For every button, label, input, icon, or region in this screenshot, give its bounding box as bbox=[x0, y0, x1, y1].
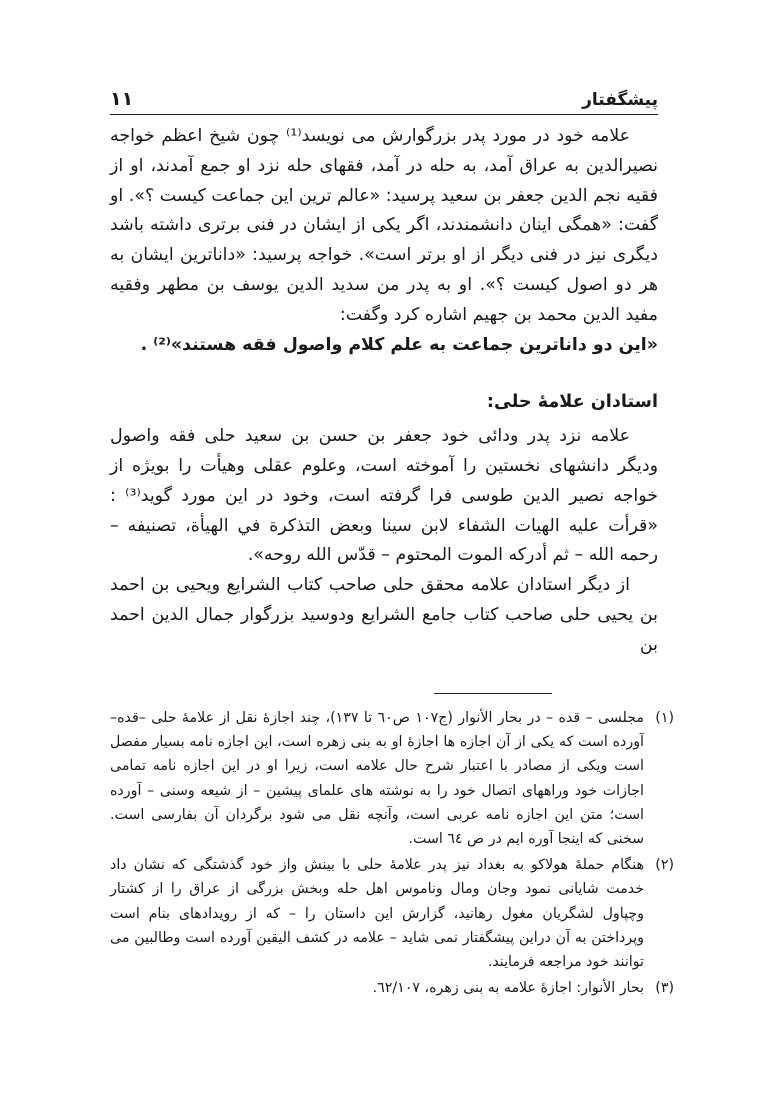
footnote-text: بحار الأنوار: اجازهٔ علامه به بنی زهره، ٦٢/١٠٧. bbox=[372, 980, 644, 997]
paragraph: از دیگر استادان علامه محقق حلی صاحب کتاب الشرایع ویحیی بن احمد بن یحیی حلی صاحب کتاب جامع الشرایع ودوسید بزرگوار جمال الدین احمد بن bbox=[110, 575, 658, 655]
footnote-number: (٣) bbox=[655, 980, 674, 997]
footnote-text: مجلسی – قده – در بحار الأنوار (ج١٠٧ ص٦٠ تا ١٣٧)، چند اجازهٔ نقل از علامهٔ حلی –قده– آورده است که یکی از آن اجازه ها اجازهٔ او به بنی زهره است، این اجازه نامه بسیار مفصل است ویکی از مصادر با اعتبار شرح حال علامه است، زیرا او در این اجازه نامه تمامی اجازات خود وراههای اتصال خود را به نوشته های علمای پیشین – از شیعه وسنی – آورده است؛ متن این اجازه نامه عربی است، وآنچه نقل می شود برگردان آن بفارسی است. سخنی که اینجا آوره ایم در ص ٦٤ است. bbox=[110, 710, 644, 848]
page-number: ١١ bbox=[110, 88, 134, 110]
footnote-text: هنگام حملهٔ هولاکو به بغداد نیز پدر علامهٔ حلی با بینش واز خود گذشتگی که نشان داد خدمت شایانی نمود وجان ومال وناموس اهل حله وبخش بزرگی از عراق را از کشتار وچپاول لشگریان مغول رهانید، گزارش این داستان را – که از رویدادهای بنام است وپرداختن به آن دراین پیشگفتار نمی شاید – علامه در کشف الیقین آورده است وطالبین می توانند خود مراجعه فرمایند. bbox=[110, 857, 644, 971]
paragraph: علامه خود در مورد پدر بزرگوارش می نویسد⁽¹⁾ چون شیخ اعظم خواجه نصیرالدین به عراق آمد، به حله در آمد، فقهای حله نزد او جمع آمدند، او از فقیه نجم الدین جعفر بن سعید پرسید: «عالم ترین این جماعت کیست ؟». او گفت: «همگی اینان دانشمندند، اگر یکی از ایشان در فنی برتری داشته باشد دیگری نیز در فنی دیگر از او برتر است». خواجه پرسید: «داناترین ایشان به هر دو اصول کیست ؟». او به پدر من سدید الدین یوسف بن مطهر وفقیه مفید الدین محمد بن جهیم اشاره کرد وگفت: bbox=[110, 126, 658, 325]
section-heading: استادان علامهٔ حلی: bbox=[486, 392, 658, 413]
running-header bbox=[110, 84, 658, 115]
footnote bbox=[110, 853, 674, 974]
main-text bbox=[110, 122, 658, 661]
footnote-number: (١) bbox=[655, 710, 674, 726]
footnote-divider bbox=[434, 693, 552, 694]
footnote bbox=[110, 976, 674, 1000]
footnotes bbox=[110, 706, 674, 1002]
paragraph: علامه نزد پدر ودائی خود جعفر بن حسن بن سعید حلی فقه واصول ودیگر دانشهای نخستین را آموخته است، وعلوم عقلی وهیأت را بویژه از خواجه نصیر الدین طوسی فرا گرفته است، وخود در این مورد گوید⁽³⁾ : «قرأت علیه الهیات الشفاء لابن سینا وبعض التذكرة في الهيأة، تصنيفه – رحمه الله – ثم أدركه الموت المحتوم – قدّس الله روحه». bbox=[110, 426, 658, 566]
footnote-number: (٢) bbox=[655, 857, 674, 874]
quoted-line: «این دو داناترین جماعت به علم کلام واصول فقه هستند»⁽²⁾ . bbox=[140, 334, 658, 355]
running-title: پیشگفتار bbox=[582, 90, 658, 110]
footnote bbox=[110, 706, 674, 851]
